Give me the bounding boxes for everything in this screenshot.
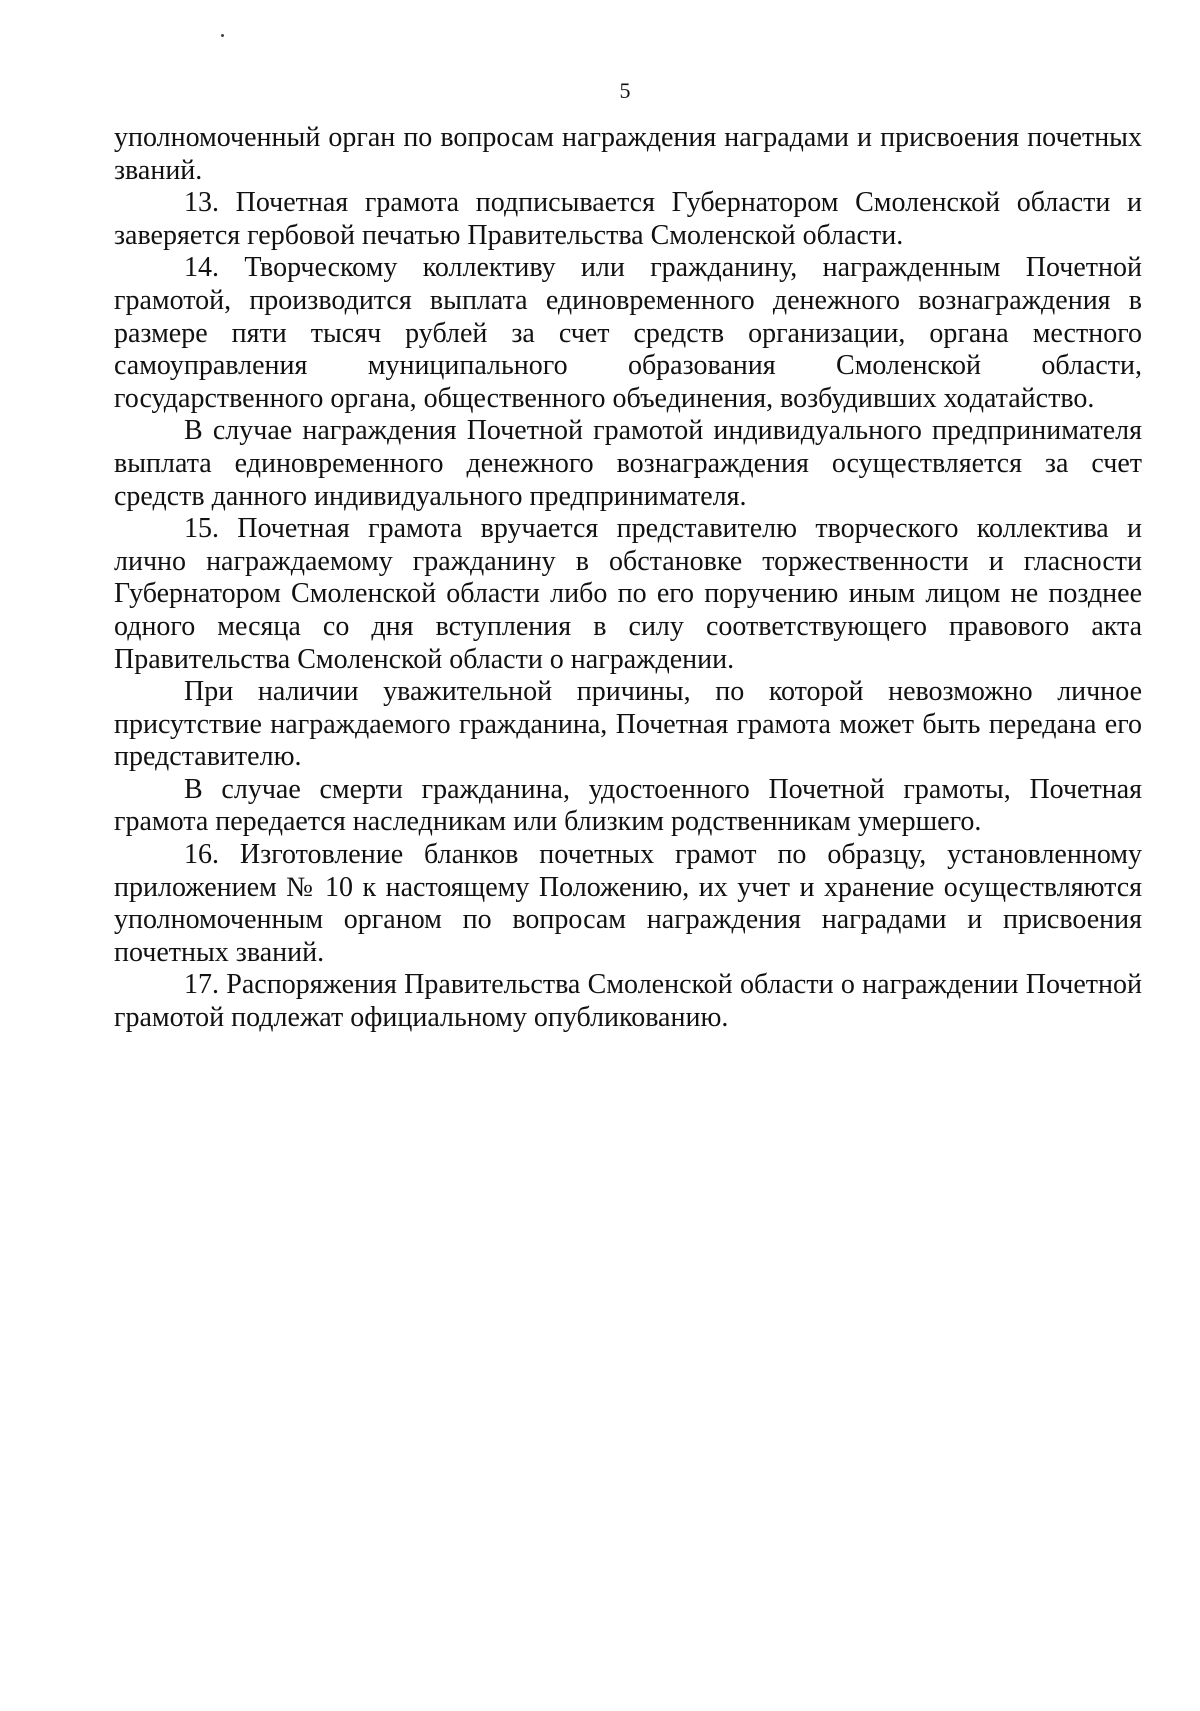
paragraph-item-13: 13. Почетная грамота подписывается Губернатором Смоленской области и заверяется гербовой печатью Правительства Смоленской области.	[114, 187, 1142, 251]
paragraph-item-15: 15. Почетная грамота вручается представителю творческого коллектива и лично награждаемому гражданину в обстановке торжественности и гласности Губернатором Смоленской области либо по его поручению иным лицом не позднее одного месяца со дня вступления в силу соответствующего правового акта Правительства Смоленской области о награждении.	[114, 513, 1142, 675]
page-number: 5	[619, 78, 631, 103]
paragraph-continuation: уполномоченный орган по вопросам награждения наградами и присвоения почетных званий.	[114, 122, 1142, 186]
paragraph-item-17: 17. Распоряжения Правительства Смоленской области о награждении Почетной грамотой подлежат официальному опубликованию.	[114, 969, 1142, 1034]
paragraph-item-15-heirs: В случае смерти гражданина, удостоенного Почетной грамоты, Почетная грамота передается наследникам или близким родственникам умершего.	[114, 773, 1142, 838]
paragraph-item-15-representative: При наличии уважительной причины, по которой невозможно личное присутствие награждаемого гражданина, Почетная грамота может быть передана его представителю.	[114, 676, 1142, 773]
paragraph-item-14-entrepreneur: В случае награждения Почетной грамотой индивидуального предпринимателя выплата единовременного денежного вознаграждения осуществляется за счет средств данного индивидуального предпринимателя.	[114, 415, 1142, 512]
scan-speck	[221, 34, 224, 37]
paragraph-item-16: 16. Изготовление бланков почетных грамот по образцу, установленному приложением № 10 к настоящему Положению, их учет и хранение осуществляются уполномоченным органом по вопросам награждения наградами и присвоения почетных званий.	[114, 839, 1142, 968]
document-body	[114, 122, 1142, 1035]
paragraph-item-14: 14. Творческому коллективу или гражданину, награжденным Почетной грамотой, производится выплата единовременного денежного вознаграждения в размере пяти тысяч рублей за счет средств организации, органа местного самоуправления муниципального образования Смоленской области, государственного органа, общественного объединения, возбудивших ходатайство.	[114, 252, 1142, 414]
